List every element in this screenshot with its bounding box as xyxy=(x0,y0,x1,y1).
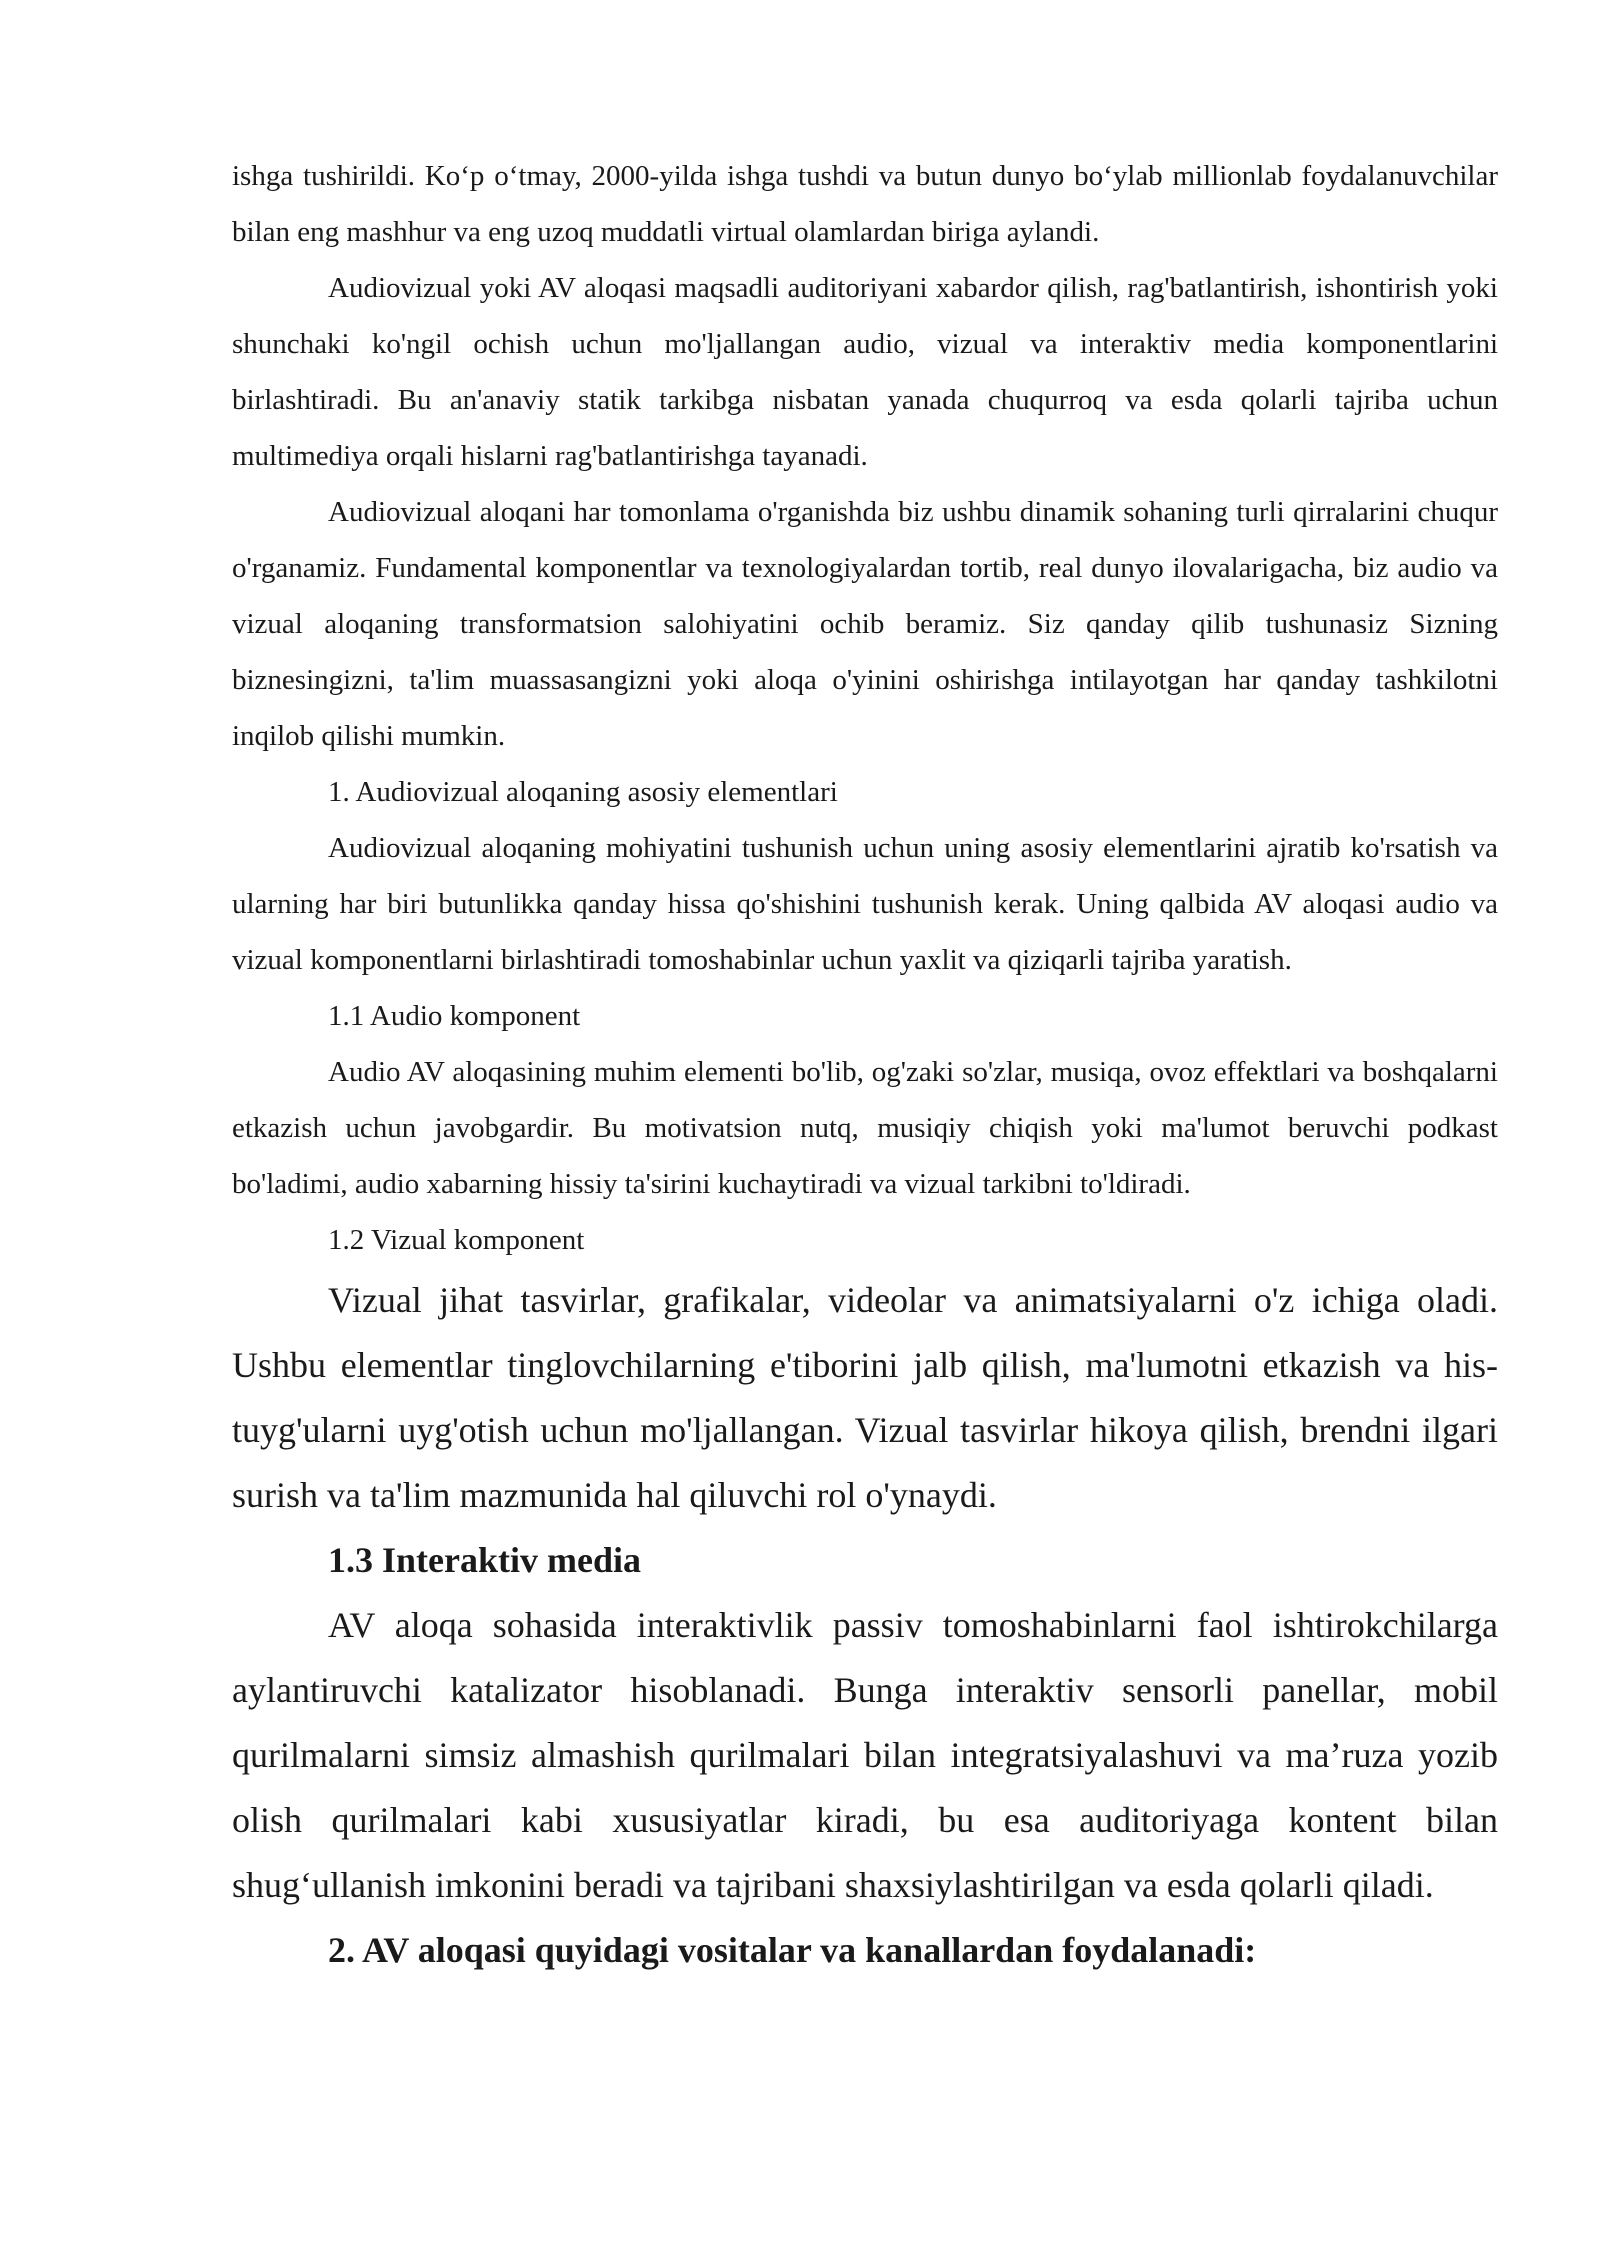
section-heading-2: 2. AV aloqasi quyidagi vositalar va kanallardan foydalanadi: xyxy=(328,1930,1257,1970)
paragraph-audio: Audio AV aloqasining muhim elementi bo'lib, og'zaki so'zlar, musiqa, ovoz effektlari va boshqalarni etkazish uchun javobgardir. Bu motivatsion nutq, musiqiy chiqish yoki ma'lumot beruvchi podkast bo'ladimi, audio xabarning hissiy ta'sirini kuchaytiradi va vizual tarkibni to'ldiradi. xyxy=(232,1056,1498,1200)
paragraph-av-exploration: Audiovizual aloqani har tomonlama o'rganishda biz ushbu dinamik sohaning turli qirralarini chuqur o'rganamiz. Fundamental komponentlar va texnologiyalardan tortib, real dunyo ilovalarigacha, biz audio va vizual aloqaning transformatsion salohiyatini ochib beramiz. Siz qanday qilib tushunasiz Sizning biznesingizni, ta'lim muassasangizni yoki aloqa o'yinini oshirishga intilayotgan har qanday tashkilotni inqilob qilishi mumkin. xyxy=(232,496,1498,752)
paragraph-intro: ishga tushirildi. Ko‘p o‘tmay, 2000-yilda ishga tushdi va butun dunyo bo‘ylab millionlab foydalanuvchilar bilan eng mashhur va eng uzoq muddatli virtual olamlardan biriga aylandi. xyxy=(232,160,1498,248)
paragraph-av-definition: Audiovizual yoki AV aloqasi maqsadli auditoriyani xabardor qilish, rag'batlantirish, ishontirish yoki shunchaki ko'ngil ochish uchun mo'ljallangan audio, vizual va interaktiv media komponentlarini birlashtiradi. Bu an'anaviy statik tarkibga nisbatan yanada chuqurroq va esda qolarli tajriba uchun multimediya orqali hislarni rag'batlantirishga tayanadi. xyxy=(232,272,1498,472)
body-section-large xyxy=(232,1268,1498,1983)
paragraph-interactive: AV aloqa sohasida interaktivlik passiv tomoshabinlarni faol ishtirokchilarga aylantiruvchi katalizator hisoblanadi. Bunga interaktiv sensorli panellar, mobil qurilmalarni simsiz almashish qurilmalari bilan integratsiyalashuvi va ma’ruza yozib olish qurilmalari kabi xususiyatlar kiradi, bu esa auditoriyaga kontent bilan shug‘ullanish imkonini beradi va tajribani shaxsiylashtirilgan va esda qolarli qiladi. xyxy=(232,1605,1498,1905)
subsection-heading-1-3: 1.3 Interaktiv media xyxy=(328,1540,641,1580)
subsection-heading-1-2: 1.2 Vizual komponent xyxy=(328,1224,585,1256)
paragraph-elements: Audiovizual aloqaning mohiyatini tushunish uchun uning asosiy elementlarini ajratib ko'rsatish va ularning har biri butunlikka qanday hissa qo'shishini tushunish kerak. Uning qalbida AV aloqasi audio va vizual komponentlarni birlashtiradi tomoshabinlar uchun yaxlit va qiziqarli tajriba yaratish. xyxy=(232,832,1498,976)
body-section-regular xyxy=(232,148,1498,1268)
section-heading-1: 1. Audiovizual aloqaning asosiy elementlari xyxy=(328,776,838,808)
document-page xyxy=(232,148,1498,1983)
paragraph-visual: Vizual jihat tasvirlar, grafikalar, videolar va animatsiyalarni o'z ichiga oladi. Ushbu elementlar tinglovchilarning e'tiborini jalb qilish, ma'lumotni etkazish va his-tuyg'ularni uyg'otish uchun mo'ljallangan. Vizual tasvirlar hikoya qilish, brendni ilgari surish va ta'lim mazmunida hal qiluvchi rol o'ynaydi. xyxy=(232,1280,1498,1515)
subsection-heading-1-1: 1.1 Audio komponent xyxy=(328,1000,581,1032)
